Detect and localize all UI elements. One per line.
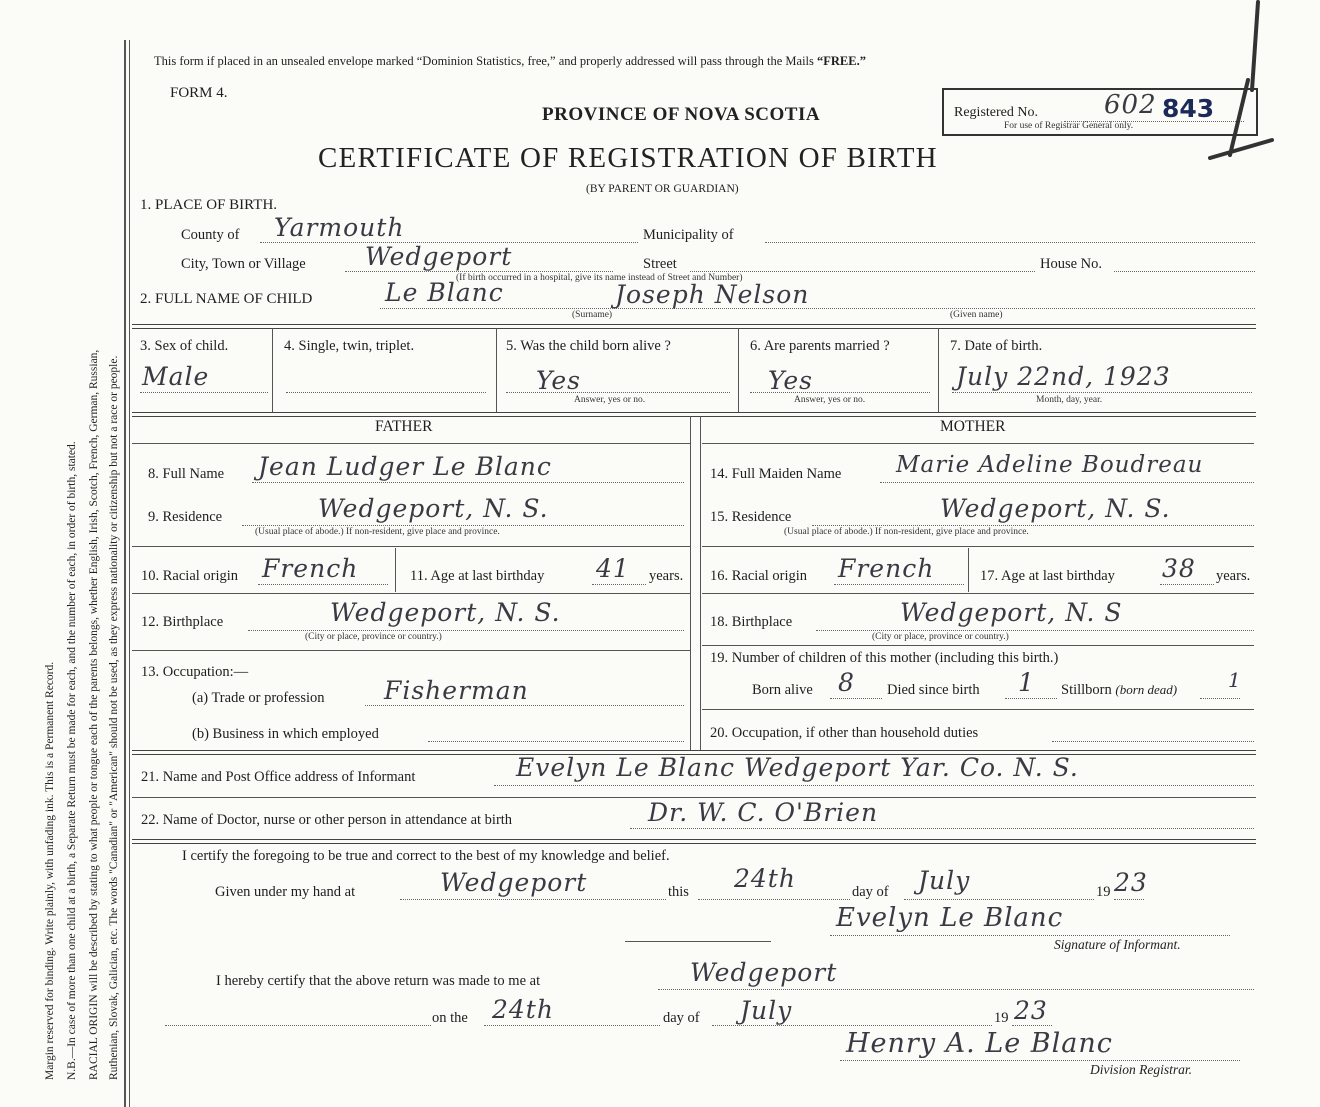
- registrar-year-printed: 19: [994, 1010, 1009, 1026]
- mother-birthplace-value: Wedgeport, N. S: [900, 598, 1123, 627]
- father-age-label: 11. Age at last birthday: [410, 568, 545, 584]
- father-heading: FATHER: [375, 418, 433, 435]
- certify-year-printed: 19: [1096, 884, 1111, 900]
- registrar-signature: Henry A. Le Blanc: [846, 1028, 1113, 1059]
- father-occupation-label: 13. Occupation:—: [141, 664, 249, 680]
- given-place-value: Wedgeport: [440, 868, 588, 897]
- child-name-label: 2. FULL NAME OF CHILD: [140, 291, 313, 307]
- father-trade-label: (a) Trade or profession: [192, 690, 325, 706]
- mother-racial-value: French: [838, 554, 935, 583]
- died-since-birth-count: 1: [1018, 668, 1035, 697]
- informant-signature-caption: Signature of Informant.: [1054, 937, 1181, 952]
- father-residence-value: Wedgeport, N. S.: [318, 494, 549, 523]
- date-of-birth-value: July 22nd, 1923: [956, 362, 1171, 391]
- certificate-title: CERTIFICATE OF REGISTRATION OF BIRTH: [318, 142, 938, 174]
- parents-married-caption: Answer, yes or no.: [794, 395, 866, 405]
- street-label: Street: [643, 256, 677, 272]
- given-name-caption: (Given name): [950, 310, 1003, 320]
- binding-line-outer: [124, 40, 126, 1107]
- registrar-year-hand: 23: [1014, 996, 1048, 1025]
- doctor-label: 22. Name of Doctor, nurse or other person in attendance at birth: [141, 812, 513, 828]
- margin-note-racial-origin: RACIAL ORIGIN will be described by stating to what people or tongue each of the parents belongs, whether English, Irish, Scotch, French, German, Russian,: [88, 349, 100, 1080]
- hospital-note: (If birth occurred in a hospital, give its name instead of Street and Number): [456, 273, 743, 283]
- father-abode-note: (Usual place of abode.) If non-resident, give place and province.: [255, 527, 500, 537]
- stillborn-count: 1: [1228, 668, 1242, 692]
- this-label: this: [668, 884, 689, 900]
- mother-years-label: years.: [1216, 568, 1251, 584]
- mother-abode-note: (Usual place of abode.) If non-resident, give place and province.: [784, 527, 1029, 537]
- born-alive-value: Yes: [536, 366, 581, 395]
- mother-birthplace-note: (City or place, province or country.): [872, 632, 1009, 642]
- father-business-label: (b) Business in which employed: [192, 726, 379, 742]
- place-of-birth-label: 1. PLACE OF BIRTH.: [140, 197, 278, 213]
- divider-row2: [132, 324, 1256, 329]
- registrar-month: July: [740, 996, 793, 1025]
- registered-number-stamp: 843: [1162, 94, 1215, 123]
- registrar-day-of-label: day of: [663, 1010, 700, 1026]
- surname-caption: (Surname): [572, 310, 613, 320]
- city-label: City, Town or Village: [181, 256, 306, 272]
- divider-row3: [132, 412, 1256, 417]
- informant-value: Evelyn Le Blanc Wedgeport Yar. Co. N. S.: [516, 753, 1079, 782]
- mother-racial-label: 16. Racial origin: [710, 568, 808, 584]
- child-surname: Le Blanc: [385, 278, 504, 307]
- father-trade-value: Fisherman: [384, 676, 529, 705]
- margin-note-binding: Margin reserved for binding. Write plainly, with unfading ink. This is a Permanent Record.: [44, 661, 56, 1080]
- father-birthplace-value: Wedgeport, N. S.: [330, 598, 561, 627]
- father-name-label: 8. Full Name: [148, 466, 225, 482]
- pen-stroke-mark: [1200, 0, 1280, 170]
- informant-label: 21. Name and Post Office address of Informant: [141, 769, 416, 785]
- father-mother-divider-left: [690, 416, 691, 750]
- divider-doctor: [132, 839, 1256, 844]
- binding-line-inner: [129, 40, 130, 1107]
- certify-month: July: [918, 866, 971, 895]
- doctor-value: Dr. W. C. O'Brien: [648, 798, 879, 827]
- father-racial-label: 10. Racial origin: [141, 568, 239, 584]
- date-of-birth-caption: Month, day, year.: [1036, 395, 1103, 405]
- certify-statement: I certify the foregoing to be true and correct to the best of my knowledge and belief.: [182, 848, 670, 864]
- house-number-label: House No.: [1040, 256, 1103, 272]
- center-rule: [625, 941, 771, 942]
- parents-married-label: 6. Are parents married ?: [750, 338, 890, 354]
- given-under-label: Given under my hand at: [215, 884, 356, 900]
- date-of-birth-label: 7. Date of birth.: [950, 338, 1043, 354]
- certify-day: 24th: [734, 864, 796, 893]
- certify-year-hand: 23: [1114, 868, 1148, 897]
- father-mother-divider-right: [700, 416, 701, 750]
- child-given-name: Joseph Nelson: [615, 280, 810, 309]
- sex-value: Male: [142, 362, 210, 391]
- mother-heading: MOTHER: [940, 418, 1006, 435]
- registrar-only-note: For use of Registrar General only.: [1004, 121, 1134, 131]
- division-registrar-caption: Division Registrar.: [1090, 1062, 1193, 1077]
- mother-name-label: 14. Full Maiden Name: [710, 466, 842, 482]
- county-value: Yarmouth: [274, 213, 405, 242]
- born-alive-caption: Answer, yes or no.: [574, 395, 646, 405]
- municipality-label: Municipality of: [643, 227, 734, 243]
- born-alive-count: 8: [838, 668, 855, 697]
- mother-residence-label: 15. Residence: [710, 509, 792, 525]
- parents-married-value: Yes: [768, 366, 813, 395]
- registrar-on-label: on the: [432, 1010, 468, 1026]
- mother-occupation-label: 20. Occupation, if other than household duties: [710, 725, 979, 741]
- mother-birthplace-label: 18. Birthplace: [710, 614, 793, 630]
- registered-label: Registered No.: [954, 105, 1038, 120]
- sex-label: 3. Sex of child.: [140, 338, 229, 354]
- mother-name-value: Marie Adeline Boudreau: [896, 452, 1204, 478]
- margin-note-multiple-births: N.B.—In case of more than one child at a birth, a Separate Return must be made for each, and the number of each, in order of birth, stated.: [66, 441, 78, 1080]
- margin-note-nationality: Ruthenian, Slovak, Galician, etc. The words "Canadian" or "American" should not be used, as they express nationality or citizenship but not a race or people.: [108, 355, 120, 1080]
- stillborn-label: Stillborn (born dead): [1061, 682, 1178, 698]
- certificate-subtitle: (BY PARENT OR GUARDIAN): [586, 183, 739, 195]
- registered-number-hand: 602: [1104, 90, 1157, 120]
- city-value: Wedgeport: [365, 242, 513, 271]
- father-years-label: years.: [649, 568, 684, 584]
- province-heading: PROVINCE OF NOVA SCOTIA: [542, 104, 821, 125]
- registrar-day: 24th: [492, 995, 554, 1024]
- father-residence-label: 9. Residence: [148, 509, 223, 525]
- registrar-statement: I hereby certify that the above return was made to me at: [216, 973, 541, 989]
- born-alive-count-label: Born alive: [752, 682, 813, 698]
- registrar-place-value: Wedgeport: [690, 958, 838, 987]
- father-birthplace-label: 12. Birthplace: [141, 614, 224, 630]
- mother-age-label: 17. Age at last birthday: [980, 568, 1115, 584]
- county-label: County of: [181, 227, 240, 243]
- father-name-value: Jean Ludger Le Blanc: [258, 452, 552, 481]
- born-alive-label: 5. Was the child born alive ?: [506, 338, 671, 354]
- father-birthplace-note: (City or place, province or country.): [305, 632, 442, 642]
- mother-children-label: 19. Number of children of this mother (including this birth.): [710, 650, 1059, 666]
- died-since-birth-label: Died since birth: [887, 682, 980, 698]
- certify-day-of-label: day of: [852, 884, 889, 900]
- father-racial-value: French: [262, 554, 359, 583]
- mother-age-value: 38: [1162, 554, 1196, 583]
- plurality-label: 4. Single, twin, triplet.: [284, 338, 415, 354]
- mother-residence-value: Wedgeport, N. S.: [940, 494, 1171, 523]
- informant-signature: Evelyn Le Blanc: [836, 903, 1064, 933]
- father-age-value: 41: [596, 554, 630, 583]
- form-number: FORM 4.: [170, 85, 228, 101]
- mail-note: This form if placed in an unsealed envelope marked “Dominion Statistics, free,” and properly addressed will pass through the Mails “FREE.”: [154, 54, 866, 68]
